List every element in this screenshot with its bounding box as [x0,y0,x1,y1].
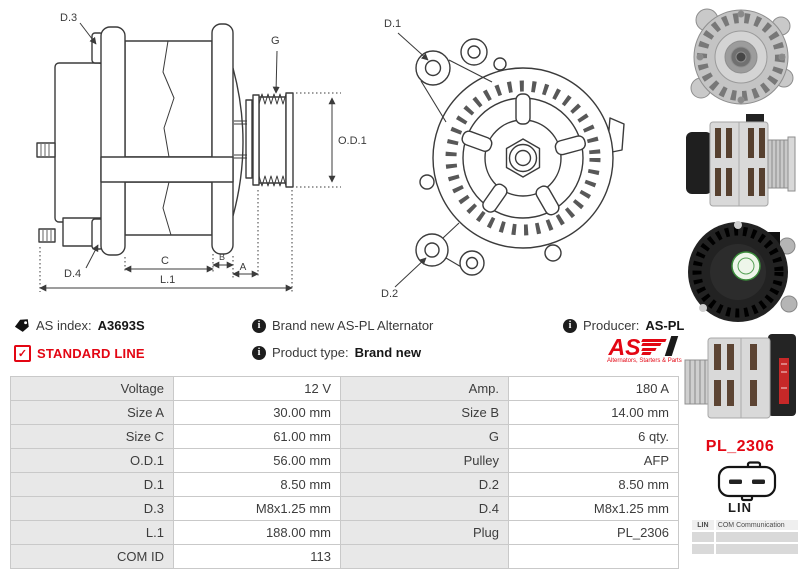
logo-slash [665,336,678,356]
dim-label-d4: D.4 [64,268,82,280]
photo-alternator-rear-silver [687,4,795,110]
photo-alternator-side-pulley-left [684,330,798,422]
spec-value-cell: 8.50 mm [509,473,679,497]
spec-label-cell: D.4 [341,497,509,521]
table-row [11,449,679,473]
dim-label-od1: O.D.1 [338,135,367,147]
spec-label-cell: Size C [11,425,174,449]
table-row [11,545,679,569]
spec-label-cell: D.1 [11,473,174,497]
standard-line-label: STANDARD LINE [37,346,145,361]
product-type-value: Brand new [354,345,422,360]
as-index-label: AS index: [36,318,92,333]
spec-value-cell: 30.00 mm [174,401,341,425]
spec-label-cell: COM ID [11,545,174,569]
comm-empty-row [692,544,798,554]
checked-checkbox-icon [14,345,31,362]
photo-alternator-rear-black [686,216,798,328]
table-row [11,521,679,545]
spec-label-cell: L.1 [11,521,174,545]
spec-value-cell: 188.00 mm [174,521,341,545]
table-row [11,401,679,425]
table-row [11,425,679,449]
dim-label-d2: D.2 [381,288,399,300]
brand-new-item [252,318,433,333]
as-index-value: A3693S [97,318,145,333]
spec-value-cell [509,545,679,569]
brand-new-text: Brand new AS-PL Alternator [272,318,434,333]
communication-table-header [692,520,798,530]
spec-label-cell: D.2 [341,473,509,497]
spec-table [10,376,679,569]
dim-label-d1: D.1 [384,18,402,30]
comm-protocol-cell: LIN [692,520,714,530]
comm-empty-row [692,532,798,542]
dim-label-l1: L.1 [160,274,176,286]
spec-value-cell: 180 A [509,377,679,401]
info-icon [252,319,266,333]
connector-name-label: LIN [728,500,752,515]
table-row [11,473,679,497]
spec-value-cell: 14.00 mm [509,401,679,425]
standard-line-item [14,345,145,362]
spec-label-cell: G [341,425,509,449]
spec-label-cell: O.D.1 [11,449,174,473]
tag-icon [14,318,30,333]
logo-stripes [642,339,666,355]
as-index-item [14,318,145,333]
front-view-drawing [416,39,624,275]
dim-label-g: G [271,35,280,47]
logo-text: AS [608,334,641,360]
spec-value-cell: AFP [509,449,679,473]
spec-label-cell: Size A [11,401,174,425]
spec-value-cell: 56.00 mm [174,449,341,473]
as-pl-logo [607,334,682,364]
spec-value-cell: M8x1.25 mm [509,497,679,521]
producer-item [563,318,684,333]
dim-label-b: B [218,252,226,262]
table-row [11,497,679,521]
comm-description-cell: COM Communication [716,520,798,530]
spec-label-cell: Voltage [11,377,174,401]
info-icon [252,346,266,360]
spec-label-cell: Pulley [341,449,509,473]
spec-label-cell: Amp. [341,377,509,401]
spec-value-cell: M8x1.25 mm [174,497,341,521]
plug-code: PL_2306 [705,438,775,455]
spec-value-cell: 6 qty. [509,425,679,449]
product-type-label: Product type: [272,345,349,360]
spec-label-cell: D.3 [11,497,174,521]
spec-label-cell [341,545,509,569]
dim-label-a: A [239,262,247,273]
info-icon [563,319,577,333]
producer-label: Producer: [583,318,640,333]
lin-connector-icon [716,461,778,503]
dim-label-d3: D.3 [60,12,78,24]
spec-value-cell: 61.00 mm [174,425,341,449]
spec-value-cell: 12 V [174,377,341,401]
logo-tagline: Alternators, Starters & Parts [607,358,682,364]
dim-label-c: C [161,255,169,267]
communication-table [690,518,800,556]
spec-value-cell: 8.50 mm [174,473,341,497]
spec-value-cell: PL_2306 [509,521,679,545]
technical-drawings [0,0,680,312]
spec-value-cell: 113 [174,545,341,569]
photo-alternator-side-pulley-right [684,112,798,215]
product-type-item [252,345,421,360]
spec-label-cell: Plug [341,521,509,545]
table-row [11,377,679,401]
producer-value: AS-PL [645,318,685,333]
side-view-drawing [37,24,293,255]
spec-label-cell: Size B [341,401,509,425]
